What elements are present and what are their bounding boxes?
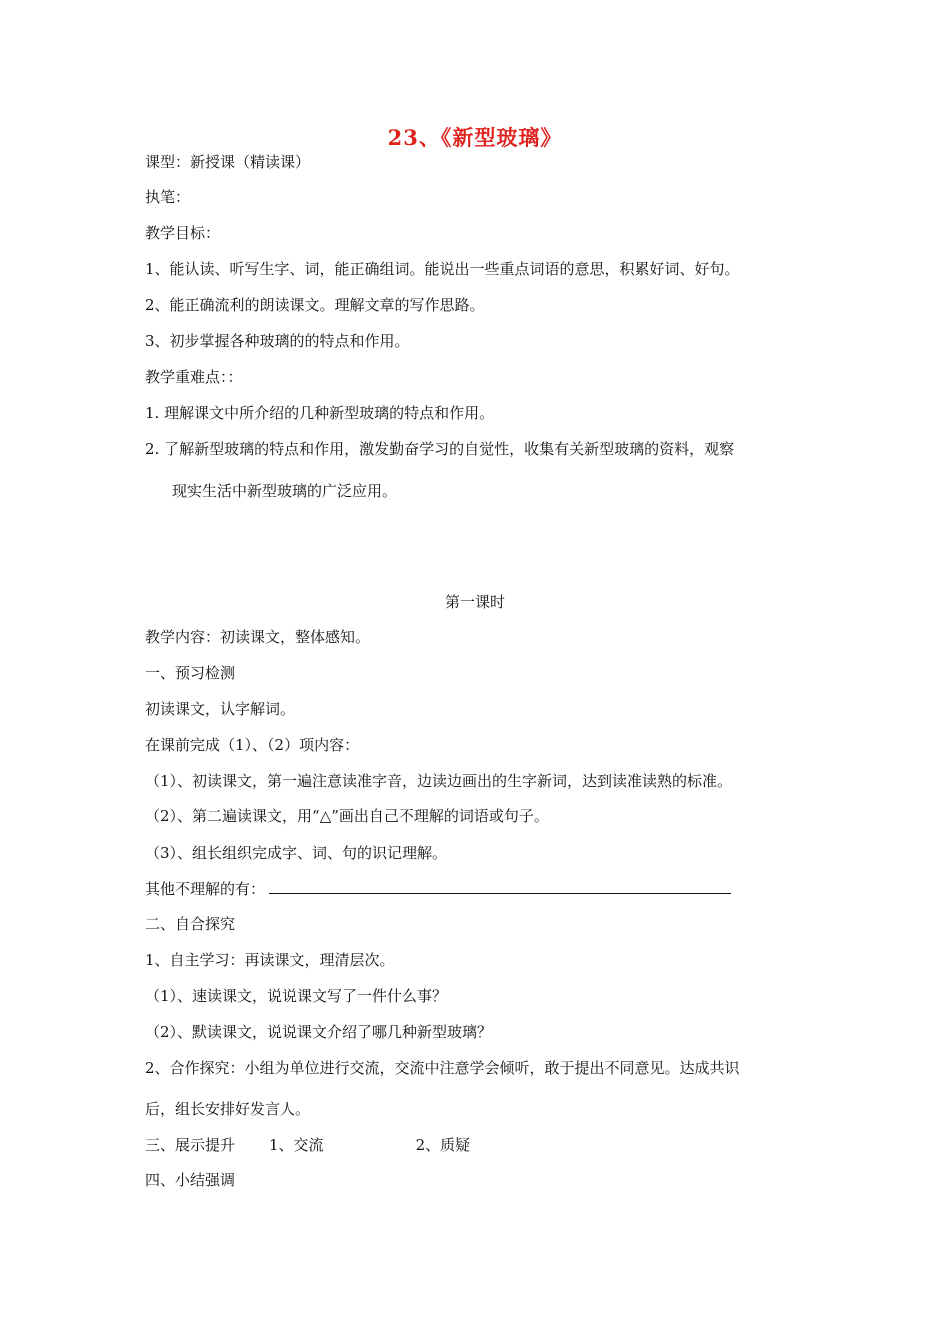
section-3-item-2: 2、质疑	[415, 1136, 471, 1154]
key-point-2: 2. 了解新型玻璃的特点和作用，激发勤奋学习的自觉性，收集有关新型玻璃的资料，观察	[145, 440, 735, 458]
key-point-1: 1. 理解课文中所介绍的几种新型玻璃的特点和作用。	[145, 404, 495, 422]
before-class-line: 在课前完成（1）、（2）项内容：	[145, 736, 360, 754]
question-1: （1）、速读课文，说说课文写了一件什么事？	[145, 987, 448, 1005]
goal-2: 2、能正确流利的朗读课文。理解文章的写作思路。	[145, 296, 485, 314]
task-item-1: （1）、初读课文，第一遍注意读准字音，边读边画出的生字新词，达到读准读熟的标准。	[145, 772, 733, 790]
task-item-2: （2）、第二遍读课文，用“△”画出自己不理解的词语或句子。	[145, 807, 549, 825]
read-text-line: 初读课文，认字解词。	[145, 700, 296, 718]
task-item-3: （3）、组长组织完成字、词、句的识记理解。	[145, 844, 448, 862]
cooperation-line-continued: 后，组长安排好发言人。	[145, 1100, 311, 1118]
section-4-heading: 四、小结强调	[145, 1171, 236, 1189]
lesson-type: 课型：新授课（精读课）	[145, 153, 311, 171]
lesson-heading: 第一课时	[444, 593, 505, 611]
author-line: 执笔：	[145, 188, 191, 206]
section-3-line	[145, 1135, 470, 1155]
goal-1: 1、能认读、听写生字、词，能正确组词。能说出一些重点词语的意思，积累好词、好句。	[145, 260, 740, 278]
goal-3: 3、初步掌握各种玻璃的的特点和作用。	[145, 332, 410, 350]
question-2: （2）、默读课文，说说课文介绍了哪几种新型玻璃？	[145, 1023, 493, 1041]
teaching-content: 教学内容：初读课文，整体感知。	[145, 628, 371, 646]
self-study-line: 1、自主学习：再读课文，理清层次。	[145, 951, 395, 969]
section-1-heading: 一、预习检测	[145, 664, 236, 682]
fill-in-blank	[269, 879, 731, 894]
section-2-heading: 二、自合探究	[145, 915, 236, 933]
key-point-2-continued: 现实生活中新型玻璃的广泛应用。	[172, 482, 398, 500]
section-3-heading: 三、展示提升	[145, 1136, 236, 1154]
other-questions-label: 其他不理解的有：	[145, 880, 266, 898]
other-questions-line	[145, 879, 731, 899]
section-3-item-1: 1、交流	[269, 1136, 324, 1154]
key-points-heading: 教学重难点：：	[145, 368, 243, 386]
cooperation-line: 2、合作探究：小组为单位进行交流，交流中注意学会倾听，敢于提出不同意见。达成共识	[145, 1059, 740, 1077]
goals-heading: 教学目标：	[145, 224, 221, 242]
document-title: 23、《新型玻璃》	[387, 125, 563, 150]
